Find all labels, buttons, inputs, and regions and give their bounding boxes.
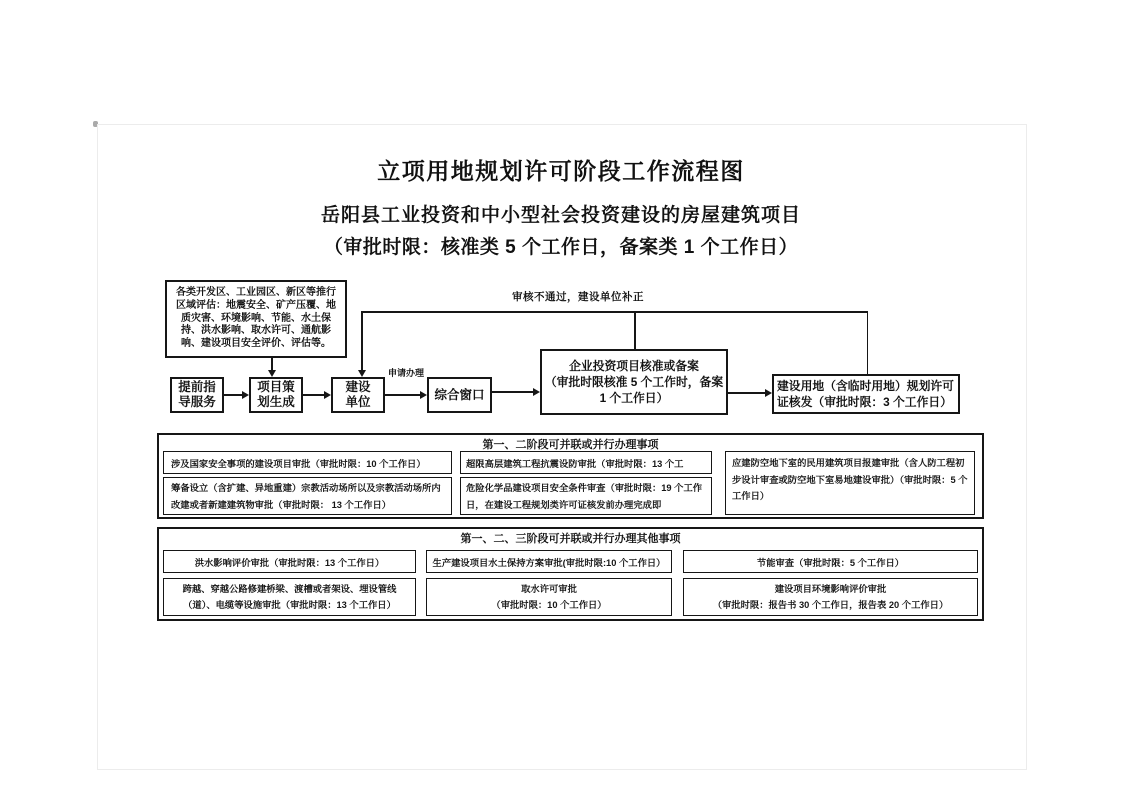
connector-approval-permit: [728, 392, 766, 394]
arrowhead-step2: [242, 391, 249, 399]
s1-item-national-security: 涉及国家安全事项的建设项目审批（审批时限：10 个工作日）: [163, 451, 452, 474]
s2-item-energy-review: 节能审查（审批时限：5 个工作日）: [683, 550, 978, 573]
connector-step3-step4: [385, 394, 421, 396]
page-subtitle: 岳阳县工业投资和中小型社会投资建设的房屋建筑项目: [320, 205, 801, 226]
feedback-down-line: [361, 311, 363, 370]
arrowhead-down-construction-unit: [358, 370, 366, 377]
section2-title: 第一、二、三阶段可并联或并行办理其他事项: [460, 533, 681, 545]
connector-step2-step3: [303, 394, 325, 396]
arrowhead-step4: [420, 391, 427, 399]
regional-assessment-box: 各类开发区、工业园区、新区等推行区域评估：地震安全、矿产压覆、地质灾害、环境影响、节能、水土保持、洪水影响、取水许可、通航影响、建设项目安全评价、评估等。: [165, 280, 347, 358]
s1-item-religious-sites: 筹备设立（含扩建、异地重建）宗教活动场所以及宗教活动场所内改建或者新建建筑物审批（审批时限： 13 个工作日）: [163, 477, 452, 515]
feedback-from-approval-line: [634, 311, 636, 349]
arrowhead-permit: [765, 389, 772, 397]
feedback-from-permit-line: [867, 311, 869, 374]
step-project-planning-box: 项目策 划生成: [249, 377, 303, 413]
page-title: 立项用地规划许可阶段工作流程图: [377, 158, 745, 184]
approval-time-note: （审批时限：核准类 5 个工作日，备案类 1 个工作日）: [323, 237, 799, 258]
feedback-label: 审核不通过，建设单位补正: [512, 291, 644, 303]
s2-item-water-intake: 取水许可审批 （审批时限：10 个工作日）: [426, 578, 672, 616]
arrowhead-down-planning: [268, 370, 276, 377]
section1-title: 第一、二阶段可并联或并行办理事项: [482, 439, 659, 451]
s2-item-flood-impact: 洪水影响评价审批（审批时限：13 个工作日）: [163, 550, 416, 573]
feedback-horizontal-line: [361, 311, 867, 313]
connector-step1-step2: [224, 394, 244, 396]
step-service-window-box: 综合窗口: [427, 377, 492, 413]
land-planning-permit-box: 建设用地（含临时用地）规划许可 证核发（审批时限：3 个工作日）: [772, 374, 960, 414]
s2-item-soil-water-conservation: 生产建设项目水土保持方案审批(审批时限:10 个工作日）: [426, 550, 672, 573]
arrowhead-step3: [324, 391, 331, 399]
arrowhead-approval: [533, 388, 540, 396]
s2-item-road-crossing: 跨越、穿越公路修建桥梁、渡槽或者架设、埋设管线 （道）、电缆等设施审批（审批时限：13 个工作日）: [163, 578, 416, 616]
s1-item-seismic-highrise: 超限高层建筑工程抗震设防审批（审批时限：13 个工: [460, 451, 712, 474]
apply-label: 申请办理: [387, 368, 424, 378]
step-construction-unit-box: 建设 单位: [331, 377, 385, 413]
connector-window-approval: [492, 391, 534, 393]
step-guidance-service-box: 提前指 导服务: [170, 377, 224, 413]
s1-item-civil-air-defense: 应建防空地下室的民用建筑项目报建审批（含人防工程初步设计审查或防空地下室易地建设审批）（审批时限：5 个工作日）: [725, 451, 975, 515]
enterprise-approval-box: 企业投资项目核准或备案 （审批时限核准 5 个工作时，备案 1 个工作日）: [540, 349, 728, 415]
s2-item-environmental-impact: 建设项目环境影响评价审批 （审批时限：报告书 30 个工作日，报告表 20 个工作日）: [683, 578, 978, 616]
s1-item-hazardous-chemicals: 危险化学品建设项目安全条件审查（审批时限：19 个工作日，在建设工程规划类许可证核发前办理完成即: [460, 477, 712, 515]
